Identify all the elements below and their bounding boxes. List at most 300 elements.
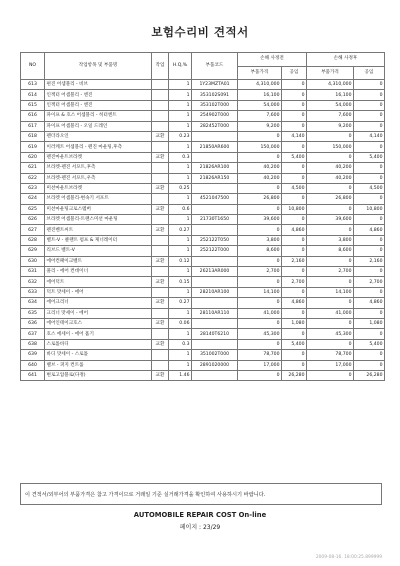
row-code: 351002T000 bbox=[192, 350, 238, 360]
row-hqty: 1 bbox=[169, 308, 192, 318]
row-labor-after: 0 bbox=[354, 121, 385, 131]
header-parts-price-before: 부품가격 bbox=[238, 66, 282, 80]
row-no: 623 bbox=[21, 183, 45, 193]
row-labor-before: 5,400 bbox=[282, 339, 307, 349]
row-hqty: 1 bbox=[169, 163, 192, 173]
row-item: 변로고압블로(다정) bbox=[45, 370, 152, 380]
row-hqty: 1 bbox=[169, 90, 192, 100]
row-work bbox=[152, 360, 169, 370]
row-item: 이러케트 어셈블리 - 펜진 마운팅,후측 bbox=[45, 142, 152, 152]
row-no: 637 bbox=[21, 329, 45, 339]
row-code: 21826AR100 bbox=[192, 163, 238, 173]
row-no: 615 bbox=[21, 100, 45, 110]
header-labor-after: 공임 bbox=[354, 66, 385, 80]
row-parts-before: 9,200 bbox=[238, 121, 282, 131]
row-no: 620 bbox=[21, 152, 45, 162]
row-no: 634 bbox=[21, 298, 45, 308]
row-item: 에어인테이크호스 bbox=[45, 318, 152, 328]
row-code bbox=[192, 183, 238, 193]
row-code: 28140T6210 bbox=[192, 329, 238, 339]
row-parts-before: 26,800 bbox=[238, 194, 282, 204]
table-row bbox=[21, 100, 385, 110]
header-after-group: 손해 사정후 bbox=[307, 53, 385, 67]
row-labor-after: 2,700 bbox=[354, 277, 385, 287]
row-labor-after: 0 bbox=[354, 329, 385, 339]
row-labor-after: 0 bbox=[354, 215, 385, 225]
row-no: 616 bbox=[21, 111, 45, 121]
row-work bbox=[152, 142, 169, 152]
row-parts-after: 0 bbox=[307, 339, 354, 349]
row-work bbox=[152, 194, 169, 204]
row-labor-after: 5,400 bbox=[354, 339, 385, 349]
row-hqty: 1 bbox=[169, 235, 192, 245]
row-parts-before: 0 bbox=[238, 152, 282, 162]
row-no: 628 bbox=[21, 235, 45, 245]
row-hqty: 0.15 bbox=[169, 277, 192, 287]
row-parts-after: 39,600 bbox=[307, 215, 354, 225]
row-item: 크리너 맛세이 - 에어 bbox=[45, 308, 152, 318]
row-work bbox=[152, 90, 169, 100]
row-item: 에어덕트 bbox=[45, 277, 152, 287]
header-labor-before: 공임 bbox=[282, 66, 307, 80]
row-no: 636 bbox=[21, 318, 45, 328]
row-item: 인젝터 어셈블리 - 엔진 bbox=[45, 90, 152, 100]
row-work: 교환 bbox=[152, 256, 169, 266]
row-work: 교환 bbox=[152, 318, 169, 328]
header-code: 부품코드 bbox=[192, 53, 238, 80]
row-code bbox=[192, 277, 238, 287]
row-labor-after: 4,860 bbox=[354, 298, 385, 308]
row-parts-after: 9,200 bbox=[307, 121, 354, 131]
row-item: 에어크리너 bbox=[45, 298, 152, 308]
table-row bbox=[21, 287, 385, 297]
row-labor-before: 4,500 bbox=[282, 183, 307, 193]
row-work bbox=[152, 246, 169, 256]
row-item: 브라켓 어셈블리-변속기 서포트 bbox=[45, 194, 152, 204]
row-hqty: 0.3 bbox=[169, 339, 192, 349]
row-work: 교환 bbox=[152, 131, 169, 141]
row-parts-after: 3,800 bbox=[307, 235, 354, 245]
row-code: 28110AR110 bbox=[192, 308, 238, 318]
row-no: 627 bbox=[21, 225, 45, 235]
row-labor-before: 0 bbox=[282, 308, 307, 318]
row-hqty: 1 bbox=[169, 142, 192, 152]
row-code: 252122T050 bbox=[192, 235, 238, 245]
row-no: 624 bbox=[21, 194, 45, 204]
row-labor-before: 0 bbox=[282, 100, 307, 110]
row-labor-before: 0 bbox=[282, 194, 307, 204]
row-no: 640 bbox=[21, 360, 45, 370]
row-code: 26213AR000 bbox=[192, 267, 238, 277]
row-work: 교환 bbox=[152, 298, 169, 308]
row-labor-after: 4,140 bbox=[354, 131, 385, 141]
row-labor-after: 4,500 bbox=[354, 183, 385, 193]
row-labor-before: 4,140 bbox=[282, 131, 307, 141]
row-parts-before: 0 bbox=[238, 277, 282, 287]
row-hqty: 1 bbox=[169, 350, 192, 360]
table-row bbox=[21, 308, 385, 318]
header-item: 작업항목 및 부품명 bbox=[45, 53, 152, 80]
row-item: 펜진벤트씨트 bbox=[45, 225, 152, 235]
table-row bbox=[21, 194, 385, 204]
row-labor-before: 26,280 bbox=[282, 370, 307, 380]
table-row bbox=[21, 121, 385, 131]
row-parts-after: 0 bbox=[307, 183, 354, 193]
row-hqty: 0.06 bbox=[169, 318, 192, 328]
row-labor-before: 0 bbox=[282, 267, 307, 277]
table-row bbox=[21, 90, 385, 100]
row-parts-after: 40,200 bbox=[307, 173, 354, 183]
row-parts-after: 150,000 bbox=[307, 142, 354, 152]
table-row bbox=[21, 370, 385, 380]
row-labor-after: 0 bbox=[354, 287, 385, 297]
row-work bbox=[152, 235, 169, 245]
row-labor-before: 10,800 bbox=[282, 204, 307, 214]
row-parts-after: 0 bbox=[307, 318, 354, 328]
row-labor-after: 0 bbox=[354, 308, 385, 318]
row-labor-after: 0 bbox=[354, 142, 385, 152]
row-labor-before: 2,160 bbox=[282, 256, 307, 266]
row-parts-after: 0 bbox=[307, 204, 354, 214]
row-no: 626 bbox=[21, 215, 45, 225]
row-parts-before: 16,100 bbox=[238, 90, 282, 100]
row-no: 621 bbox=[21, 163, 45, 173]
row-code bbox=[192, 339, 238, 349]
row-hqty: 0.3 bbox=[169, 152, 192, 162]
row-work: 교환 bbox=[152, 225, 169, 235]
row-parts-before: 3,800 bbox=[238, 235, 282, 245]
row-labor-after: 5,400 bbox=[354, 152, 385, 162]
row-parts-before: 150,000 bbox=[238, 142, 282, 152]
document-title: 보험수리비 견적서 bbox=[151, 25, 249, 39]
row-item: 호스 에세이 - 에어 흡기 bbox=[45, 329, 152, 339]
row-code bbox=[192, 370, 238, 380]
row-code bbox=[192, 204, 238, 214]
table-row bbox=[21, 163, 385, 173]
row-parts-before: 4,310,000 bbox=[238, 80, 282, 90]
row-item: 펜더라오인 bbox=[45, 131, 152, 141]
row-labor-after: 0 bbox=[354, 163, 385, 173]
row-parts-after: 0 bbox=[307, 370, 354, 380]
row-no: 633 bbox=[21, 287, 45, 297]
row-labor-after: 0 bbox=[354, 360, 385, 370]
row-item: 미션마운팅크로스멤버 bbox=[45, 204, 152, 214]
row-parts-after: 54,000 bbox=[307, 100, 354, 110]
row-labor-after: 1,080 bbox=[354, 318, 385, 328]
page-number: 페이지 : 23/29 bbox=[179, 524, 221, 531]
row-no: 641 bbox=[21, 370, 45, 380]
row-labor-after: 0 bbox=[354, 350, 385, 360]
row-parts-after: 41,000 bbox=[307, 308, 354, 318]
row-parts-before: 17,000 bbox=[238, 360, 282, 370]
row-labor-after: 0 bbox=[354, 246, 385, 256]
row-work bbox=[152, 215, 169, 225]
table-row bbox=[21, 152, 385, 162]
row-work bbox=[152, 173, 169, 183]
row-item: 미션마운트브라켓 bbox=[45, 183, 152, 193]
row-hqty: 1 bbox=[169, 246, 192, 256]
row-labor-before: 2,700 bbox=[282, 277, 307, 287]
row-hqty: 1 bbox=[169, 100, 192, 110]
row-code: 282452T000 bbox=[192, 121, 238, 131]
row-parts-after: 26,800 bbox=[307, 194, 354, 204]
row-parts-before: 0 bbox=[238, 225, 282, 235]
row-work bbox=[152, 350, 169, 360]
row-labor-after: 0 bbox=[354, 80, 385, 90]
row-item: 브라켓-펜진 서포트,후측 bbox=[45, 163, 152, 173]
estimate-rows bbox=[21, 80, 385, 381]
row-parts-after: 0 bbox=[307, 256, 354, 266]
row-code bbox=[192, 298, 238, 308]
row-code bbox=[192, 152, 238, 162]
row-work bbox=[152, 308, 169, 318]
row-labor-before: 0 bbox=[282, 163, 307, 173]
row-parts-before: 78,700 bbox=[238, 350, 282, 360]
row-labor-before: 0 bbox=[282, 246, 307, 256]
row-hqty: 0.27 bbox=[169, 298, 192, 308]
row-work: 교환 bbox=[152, 339, 169, 349]
row-no: 613 bbox=[21, 80, 45, 90]
row-no: 629 bbox=[21, 246, 45, 256]
row-parts-after: 0 bbox=[307, 131, 354, 141]
row-parts-before: 14,100 bbox=[238, 287, 282, 297]
table-row bbox=[21, 318, 385, 328]
row-no: 630 bbox=[21, 256, 45, 266]
table-row bbox=[21, 350, 385, 360]
row-work: 교환 bbox=[152, 370, 169, 380]
row-item: 에어컨패이크벨트 bbox=[45, 256, 152, 266]
row-parts-before: 0 bbox=[238, 183, 282, 193]
row-hqty: 0.23 bbox=[169, 131, 192, 141]
row-hqty: 1 bbox=[169, 194, 192, 204]
header-before-group: 손해 사정전 bbox=[238, 53, 307, 67]
row-code: 254902T000 bbox=[192, 111, 238, 121]
row-labor-after: 0 bbox=[354, 173, 385, 183]
row-labor-before: 0 bbox=[282, 142, 307, 152]
row-item: 펜진마운트브라켓 bbox=[45, 152, 152, 162]
row-parts-before: 0 bbox=[238, 298, 282, 308]
row-item: 풀리 - 에어 컨데이너 bbox=[45, 267, 152, 277]
row-labor-after: 0 bbox=[354, 194, 385, 204]
table-row bbox=[21, 225, 385, 235]
row-work bbox=[152, 80, 169, 90]
row-hqty: 1 bbox=[169, 215, 192, 225]
row-parts-before: 54,000 bbox=[238, 100, 282, 110]
row-code bbox=[192, 225, 238, 235]
row-work bbox=[152, 329, 169, 339]
row-item: 밸브 - 퍼지 컨트롤 bbox=[45, 360, 152, 370]
row-code: 28210AR100 bbox=[192, 287, 238, 297]
header-parts-price-after: 부품가격 bbox=[307, 66, 354, 80]
table-row bbox=[21, 183, 385, 193]
table-row bbox=[21, 235, 385, 245]
row-parts-after: 0 bbox=[307, 277, 354, 287]
table-row bbox=[21, 329, 385, 339]
row-hqty: 0.6 bbox=[169, 204, 192, 214]
table-row bbox=[21, 246, 385, 256]
row-work: 교환 bbox=[152, 277, 169, 287]
row-parts-after: 8,600 bbox=[307, 246, 354, 256]
row-item: 브라켓 어셈블리-트랜스미션 마운팅 bbox=[45, 215, 152, 225]
row-item: 바디 맛세이 - 스로틀 bbox=[45, 350, 152, 360]
row-parts-after: 0 bbox=[307, 152, 354, 162]
row-parts-after: 45,300 bbox=[307, 329, 354, 339]
row-hqty: 1 bbox=[169, 329, 192, 339]
row-code: 21730T1650 bbox=[192, 215, 238, 225]
row-no: 638 bbox=[21, 339, 45, 349]
row-parts-before: 0 bbox=[238, 256, 282, 266]
footer-title: AUTOMOBILE REPAIR COST On-line bbox=[133, 511, 267, 519]
row-labor-before: 0 bbox=[282, 90, 307, 100]
row-item: 리브드 벨트-V bbox=[45, 246, 152, 256]
row-parts-after: 17,000 bbox=[307, 360, 354, 370]
row-parts-before: 39,600 bbox=[238, 215, 282, 225]
row-labor-after: 2,160 bbox=[354, 256, 385, 266]
estimate-table bbox=[20, 52, 385, 381]
row-no: 619 bbox=[21, 142, 45, 152]
table-row bbox=[21, 111, 385, 121]
row-hqty: 1 bbox=[169, 267, 192, 277]
row-labor-before: 0 bbox=[282, 235, 307, 245]
row-item: 인젝터 어셈블리 - 엔진 bbox=[45, 100, 152, 110]
row-item: 브라켓-펜진 서포트,우측 bbox=[45, 173, 152, 183]
row-parts-before: 2,700 bbox=[238, 267, 282, 277]
row-work: 교환 bbox=[152, 204, 169, 214]
row-hqty: 1 bbox=[169, 111, 192, 121]
row-labor-before: 0 bbox=[282, 287, 307, 297]
row-labor-after: 0 bbox=[354, 235, 385, 245]
row-code: 21850AR600 bbox=[192, 142, 238, 152]
row-hqty: 1 bbox=[169, 80, 192, 90]
row-no: 614 bbox=[21, 90, 45, 100]
row-labor-before: 0 bbox=[282, 173, 307, 183]
row-labor-before: 0 bbox=[282, 111, 307, 121]
table-row bbox=[21, 298, 385, 308]
row-no: 631 bbox=[21, 267, 45, 277]
row-labor-before: 4,860 bbox=[282, 225, 307, 235]
row-no: 625 bbox=[21, 204, 45, 214]
row-hqty: 1 bbox=[169, 360, 192, 370]
row-labor-before: 5,400 bbox=[282, 152, 307, 162]
row-item: 파이프 어셈블리 - 오일 드레인 bbox=[45, 121, 152, 131]
row-labor-before: 0 bbox=[282, 215, 307, 225]
table-row bbox=[21, 215, 385, 225]
row-parts-after: 40,200 bbox=[307, 163, 354, 173]
row-code: 353102T000 bbox=[192, 100, 238, 110]
table-row bbox=[21, 277, 385, 287]
row-parts-before: 40,200 bbox=[238, 173, 282, 183]
table-row bbox=[21, 142, 385, 152]
header-no: NO bbox=[21, 53, 45, 80]
row-parts-after: 16,100 bbox=[307, 90, 354, 100]
row-hqty: 0.27 bbox=[169, 225, 192, 235]
row-labor-after: 0 bbox=[354, 267, 385, 277]
header-hqty: H.Q,% bbox=[169, 53, 192, 80]
row-parts-before: 7,600 bbox=[238, 111, 282, 121]
table-row bbox=[21, 80, 385, 90]
row-parts-after: 14,100 bbox=[307, 287, 354, 297]
row-labor-after: 4,860 bbox=[354, 225, 385, 235]
row-parts-after: 78,700 bbox=[307, 350, 354, 360]
row-labor-before: 0 bbox=[282, 80, 307, 90]
row-hqty: 0.12 bbox=[169, 256, 192, 266]
row-parts-before: 0 bbox=[238, 370, 282, 380]
row-hqty: 1.46 bbox=[169, 370, 192, 380]
row-parts-after: 2,700 bbox=[307, 267, 354, 277]
row-no: 618 bbox=[21, 131, 45, 141]
row-item: 파이프 & 호스 어셈블리 - 히터엔트 bbox=[45, 111, 152, 121]
row-labor-before: 1,080 bbox=[282, 318, 307, 328]
row-labor-after: 0 bbox=[354, 100, 385, 110]
row-work: 교환 bbox=[152, 152, 169, 162]
row-parts-before: 40,200 bbox=[238, 163, 282, 173]
row-code: 1Y23MZTA01 bbox=[192, 80, 238, 90]
row-item: 스로틀바디 bbox=[45, 339, 152, 349]
row-code: 4521047500 bbox=[192, 194, 238, 204]
row-work bbox=[152, 163, 169, 173]
row-parts-before: 0 bbox=[238, 339, 282, 349]
row-work bbox=[152, 121, 169, 131]
row-no: 639 bbox=[21, 350, 45, 360]
table-row bbox=[21, 267, 385, 277]
row-labor-before: 0 bbox=[282, 329, 307, 339]
row-code bbox=[192, 256, 238, 266]
row-code: 21826AR150 bbox=[192, 173, 238, 183]
table-row bbox=[21, 204, 385, 214]
row-code: 252122T000 bbox=[192, 246, 238, 256]
row-no: 622 bbox=[21, 173, 45, 183]
row-parts-before: 41,000 bbox=[238, 308, 282, 318]
table-row bbox=[21, 360, 385, 370]
row-work bbox=[152, 111, 169, 121]
row-no: 635 bbox=[21, 308, 45, 318]
row-labor-after: 26,280 bbox=[354, 370, 385, 380]
row-labor-after: 0 bbox=[354, 111, 385, 121]
row-hqty: 1 bbox=[169, 287, 192, 297]
row-labor-after: 10,800 bbox=[354, 204, 385, 214]
row-labor-before: 0 bbox=[282, 121, 307, 131]
row-labor-before: 0 bbox=[282, 350, 307, 360]
row-parts-before: 0 bbox=[238, 131, 282, 141]
row-work bbox=[152, 287, 169, 297]
row-code: 353102S091 bbox=[192, 90, 238, 100]
row-labor-after: 0 bbox=[354, 90, 385, 100]
row-parts-before: 0 bbox=[238, 318, 282, 328]
row-item: 편진 어셈블리 - 비브 bbox=[45, 80, 152, 90]
row-code: 2891020000 bbox=[192, 360, 238, 370]
row-item: 덕트 맛세이 - 에어 bbox=[45, 287, 152, 297]
row-no: 617 bbox=[21, 121, 45, 131]
table-row bbox=[21, 256, 385, 266]
row-parts-before: 45,300 bbox=[238, 329, 282, 339]
row-parts-after: 0 bbox=[307, 225, 354, 235]
header-work: 작업 bbox=[152, 53, 169, 80]
row-code bbox=[192, 131, 238, 141]
row-parts-after: 7,600 bbox=[307, 111, 354, 121]
row-work bbox=[152, 267, 169, 277]
row-parts-before: 0 bbox=[238, 204, 282, 214]
row-hqty: 1 bbox=[169, 121, 192, 131]
row-code bbox=[192, 318, 238, 328]
row-labor-before: 0 bbox=[282, 360, 307, 370]
table-row bbox=[21, 131, 385, 141]
table-row bbox=[21, 173, 385, 183]
row-no: 632 bbox=[21, 277, 45, 287]
table-row bbox=[21, 339, 385, 349]
row-parts-before: 8,600 bbox=[238, 246, 282, 256]
row-hqty: 0.25 bbox=[169, 183, 192, 193]
row-hqty: 1 bbox=[169, 173, 192, 183]
